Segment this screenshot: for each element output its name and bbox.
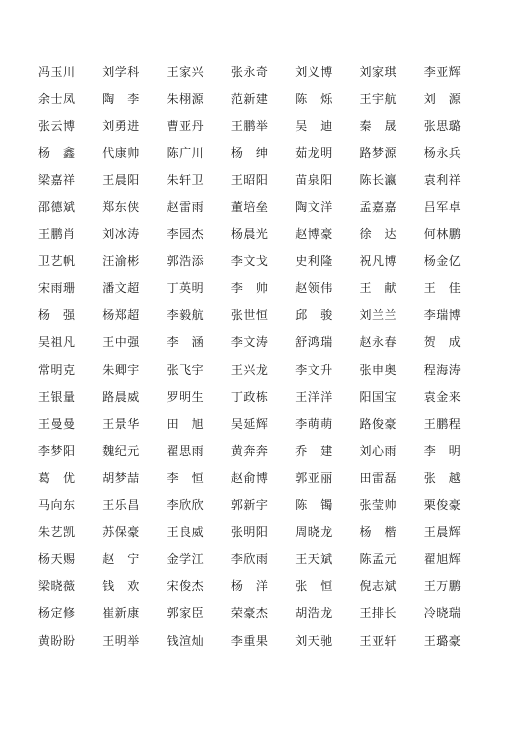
name-cell: 王鹏程 (423, 416, 462, 431)
name-cell: 孟嘉嘉 (359, 200, 397, 215)
name-cell: 田 旭 (166, 416, 205, 431)
name-cell: 徐 达 (359, 227, 397, 242)
name-cell: 张飞宇 (166, 362, 205, 377)
name-cell: 杨 鑫 (38, 145, 76, 160)
name-cell: 路俊豪 (359, 416, 397, 431)
name-cell: 陶文洋 (295, 200, 333, 215)
name-cell: 黄盼盼 (38, 633, 76, 648)
name-cell: 王鹏肖 (38, 227, 76, 242)
name-cell: 翟旭辉 (423, 552, 462, 567)
name-cell: 刘学科 (102, 64, 140, 79)
name-cell: 吴延辉 (230, 416, 269, 431)
name-cell: 刘冰涛 (102, 227, 140, 242)
name-cell: 李重果 (230, 633, 269, 648)
name-cell: 邱 骏 (295, 308, 333, 323)
name-cell: 路梦源 (359, 145, 397, 160)
name-cell: 李梦阳 (38, 443, 76, 458)
name-cell: 宋俊杰 (166, 579, 205, 594)
name-cell: 宋雨珊 (38, 281, 76, 296)
name-cell: 李瑞博 (423, 308, 462, 323)
name-cell: 杨晨光 (230, 227, 269, 242)
name-cell: 王兴龙 (230, 362, 269, 377)
name-cell: 罗明生 (166, 389, 205, 404)
name-cell: 丁政栋 (230, 389, 269, 404)
name-cell: 王晨辉 (423, 525, 462, 540)
name-cell: 王良威 (166, 525, 205, 540)
name-cell: 崔新康 (102, 606, 140, 621)
name-row (38, 85, 488, 112)
name-row (38, 519, 488, 546)
name-cell: 刘义博 (295, 64, 333, 79)
name-cell: 何林鹏 (423, 227, 462, 242)
name-cell: 王 佳 (423, 281, 462, 296)
name-cell: 李文戈 (230, 254, 269, 269)
name-cell: 赵博豪 (295, 227, 333, 242)
name-cell: 杨 楷 (359, 525, 397, 540)
name-cell: 郭亚丽 (295, 470, 333, 485)
name-cell: 张 恒 (295, 579, 333, 594)
name-row (38, 112, 488, 139)
name-cell: 栗俊豪 (423, 498, 462, 513)
name-cell: 李文升 (295, 362, 333, 377)
name-cell: 胡梦喆 (102, 470, 140, 485)
name-cell: 金学江 (166, 552, 205, 567)
name-cell: 王璐豪 (423, 633, 462, 648)
name-row (38, 546, 488, 573)
name-row (38, 464, 488, 491)
name-cell: 阳国宝 (359, 389, 397, 404)
name-cell: 史利隆 (295, 254, 333, 269)
name-cell: 张莹帅 (359, 498, 397, 513)
name-cell: 王乐昌 (102, 498, 140, 513)
name-row (38, 573, 488, 600)
name-row (38, 221, 488, 248)
name-cell: 杨 强 (38, 308, 76, 323)
name-cell: 王 献 (359, 281, 397, 296)
name-cell: 李萌萌 (295, 416, 333, 431)
name-cell: 张明阳 (230, 525, 269, 540)
name-cell: 朱卿宇 (102, 362, 140, 377)
name-row (38, 248, 488, 275)
name-row (38, 58, 488, 85)
name-cell: 杨郑超 (102, 308, 140, 323)
name-cell: 刘家琪 (359, 64, 397, 79)
name-row (38, 627, 488, 654)
name-cell: 杨天赐 (38, 552, 76, 567)
name-cell: 陈 烁 (295, 91, 333, 106)
name-cell: 李园杰 (166, 227, 205, 242)
name-cell: 冯玉川 (38, 64, 76, 79)
name-cell: 袁利祥 (423, 172, 462, 187)
name-cell: 王亚轩 (359, 633, 397, 648)
name-cell: 陈 镯 (295, 498, 333, 513)
name-row (38, 329, 488, 356)
name-cell: 刘天驰 (295, 633, 333, 648)
name-cell: 贺 成 (423, 335, 462, 350)
name-cell: 郭家臣 (166, 606, 205, 621)
name-cell: 吕军卓 (423, 200, 462, 215)
name-row (38, 437, 488, 464)
name-cell: 茹龙明 (295, 145, 333, 160)
name-row (38, 410, 488, 437)
name-cell: 路晨威 (102, 389, 140, 404)
name-cell: 王昭阳 (230, 172, 269, 187)
name-cell: 赵领伟 (295, 281, 333, 296)
name-cell: 冷晓瑞 (423, 606, 462, 621)
name-cell: 代康帅 (102, 145, 140, 160)
name-cell: 卫艺帆 (38, 254, 76, 269)
name-cell: 刘兰兰 (359, 308, 397, 323)
name-cell: 翟思雨 (166, 443, 205, 458)
name-cell: 陈长瀛 (359, 172, 397, 187)
name-cell: 汪渝彬 (102, 254, 140, 269)
name-cell: 常明克 (38, 362, 76, 377)
name-cell: 周晓龙 (295, 525, 333, 540)
name-cell: 郑东侠 (102, 200, 140, 215)
name-grid (38, 58, 488, 654)
name-row (38, 356, 488, 383)
name-cell: 王天斌 (295, 552, 333, 567)
name-cell: 赵 宁 (102, 552, 140, 567)
name-cell: 李亚辉 (423, 64, 462, 79)
name-cell: 张永奇 (230, 64, 269, 79)
name-row (38, 600, 488, 627)
name-cell: 王中强 (102, 335, 140, 350)
name-cell: 王景华 (102, 416, 140, 431)
name-cell: 苏保豪 (102, 525, 140, 540)
name-cell: 程海涛 (423, 362, 462, 377)
name-cell: 黄奔奔 (230, 443, 269, 458)
name-cell: 李欣雨 (230, 552, 269, 567)
name-row (38, 383, 488, 410)
name-cell: 吴祖凡 (38, 335, 76, 350)
name-row (38, 492, 488, 519)
name-cell: 杨 洋 (230, 579, 269, 594)
name-cell: 陈广川 (166, 145, 205, 160)
name-cell: 李 涵 (166, 335, 205, 350)
name-cell: 祝凡博 (359, 254, 397, 269)
name-cell: 赵雷雨 (166, 200, 205, 215)
name-row (38, 166, 488, 193)
name-cell: 王家兴 (166, 64, 205, 79)
name-cell: 李文涛 (230, 335, 269, 350)
name-cell: 刘心雨 (359, 443, 397, 458)
name-cell: 荣豪杰 (230, 606, 269, 621)
name-cell: 王银量 (38, 389, 76, 404)
name-cell: 王洋洋 (295, 389, 333, 404)
name-row (38, 139, 488, 166)
name-cell: 张申奥 (359, 362, 397, 377)
name-cell: 王鹏举 (230, 118, 269, 133)
name-cell: 袁金来 (423, 389, 462, 404)
name-cell: 刘勇进 (102, 118, 140, 133)
name-cell: 秦 晟 (359, 118, 397, 133)
name-cell: 钱渲灿 (166, 633, 205, 648)
name-row (38, 275, 488, 302)
name-cell: 陈孟元 (359, 552, 397, 567)
name-cell: 马向东 (38, 498, 76, 513)
name-cell: 葛 优 (38, 470, 76, 485)
name-cell: 梁晓薇 (38, 579, 76, 594)
name-cell: 倪志斌 (359, 579, 397, 594)
name-cell: 吴 迪 (295, 118, 333, 133)
name-cell: 钱 欢 (102, 579, 140, 594)
name-cell: 杨定修 (38, 606, 76, 621)
name-cell: 邵德斌 (38, 200, 76, 215)
name-cell: 曹亚丹 (166, 118, 205, 133)
name-cell: 王曼曼 (38, 416, 76, 431)
name-cell: 董培垒 (230, 200, 269, 215)
name-cell: 王明举 (102, 633, 140, 648)
name-cell: 张思璐 (423, 118, 462, 133)
name-cell: 范新建 (230, 91, 269, 106)
name-cell: 王宇航 (359, 91, 397, 106)
name-cell: 李 帅 (230, 281, 269, 296)
name-cell: 苗泉阳 (295, 172, 333, 187)
name-cell: 赵永春 (359, 335, 397, 350)
name-cell: 郭浩添 (166, 254, 205, 269)
name-cell: 丁英明 (166, 281, 205, 296)
name-cell: 张 越 (423, 470, 462, 485)
name-cell: 乔 建 (295, 443, 333, 458)
name-cell: 陶 李 (102, 91, 140, 106)
name-cell: 杨 绅 (230, 145, 269, 160)
name-cell: 赵俞博 (230, 470, 269, 485)
name-cell: 舒鸿瑞 (295, 335, 333, 350)
name-cell: 胡浩龙 (295, 606, 333, 621)
name-cell: 梁嘉祥 (38, 172, 76, 187)
name-cell: 杨金亿 (423, 254, 462, 269)
name-cell: 李欣欣 (166, 498, 205, 513)
name-cell: 王排长 (359, 606, 397, 621)
name-cell: 张云博 (38, 118, 76, 133)
name-cell: 杨永兵 (423, 145, 462, 160)
name-row (38, 193, 488, 220)
name-cell: 李毅航 (166, 308, 205, 323)
name-cell: 潘文超 (102, 281, 140, 296)
name-cell: 刘 源 (423, 91, 462, 106)
name-cell: 李 明 (423, 443, 462, 458)
name-cell: 张世恒 (230, 308, 269, 323)
name-cell: 余士凤 (38, 91, 76, 106)
name-cell: 王万鹏 (423, 579, 462, 594)
name-cell: 朱艺凯 (38, 525, 76, 540)
name-row (38, 302, 488, 329)
name-cell: 朱轩卫 (166, 172, 205, 187)
name-cell: 李 恒 (166, 470, 205, 485)
name-cell: 魏纪元 (102, 443, 140, 458)
name-cell: 朱栩源 (166, 91, 205, 106)
name-cell: 王晨阳 (102, 172, 140, 187)
name-cell: 田雷磊 (359, 470, 397, 485)
name-cell: 郭新宇 (230, 498, 269, 513)
